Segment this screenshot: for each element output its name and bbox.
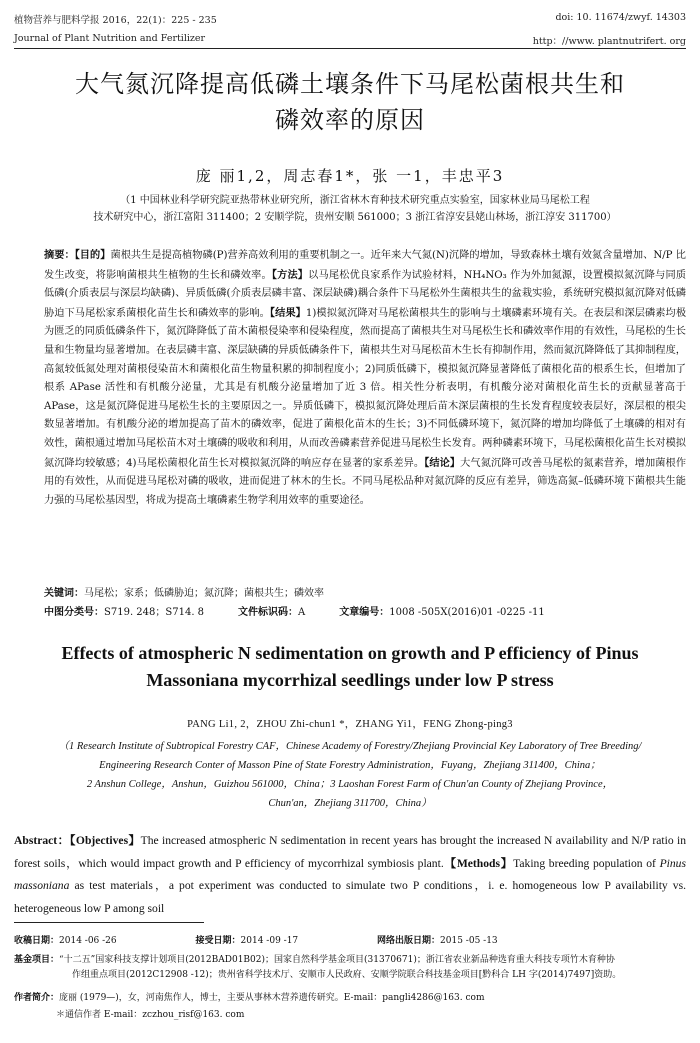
title-en-line-1: Effects of atmospheric N sedimentation on growth and P efficiency of Pinus (61, 643, 639, 663)
methods-tag-en: 【Methods】 (443, 856, 514, 870)
keywords-value: 马尾松；家系；低磷胁迫；氮沉降；菌根共生；磷效率 (84, 588, 324, 599)
objective-tag: 【目的】 (74, 249, 111, 261)
objective-text: 菌根共生是提高植物磷(P)营养高效利用的重要机制之一。近年来大气氮(N)沉降的增加，导致森林土壤有效氮含量增加、N/P 比发生改变，将影响菌根共生植物的生长和磷效率。 (44, 250, 686, 281)
fund-footnote (14, 953, 686, 983)
article-number-label: 文章编号： (339, 607, 390, 618)
journal-name-en: Journal of Plant Nutrition and Fertilizer (14, 33, 206, 44)
affiliations-en (14, 737, 686, 813)
clc-label: 中图分类号： (44, 607, 104, 618)
abstract-zh (44, 246, 686, 510)
abstract-en-label: Abstract： (14, 834, 70, 847)
author-label: 作者简介： (14, 993, 60, 1003)
received-label: 收稿日期： (14, 936, 60, 946)
authors-en: PANG Li1, 2，ZHOU Zhi-chun1 *，ZHANG Yi1，FENG Zhong-ping3 (187, 719, 513, 730)
fund-line-1: “十二五”国家科技支撑计划项目(2012BAD01B02)；国家自然科学基金项目(31370671)；浙江省农业新品种选育重大科技专项竹木育种协 (59, 955, 615, 965)
authors-zh: 庞 丽1,2，周志春1*，张 一1，丰忠平3 (195, 167, 505, 185)
affiliation-en-line: Chun'an，Zhejiang 311700，China） (268, 798, 432, 809)
conclusion-tag: 【结论】 (424, 456, 461, 469)
objectives-text-en: The increased atmospheric N sedimentation in recent years has brought the increased N availability and N/P ratio in forest soils，which would impact growth and P efficiency of mycorrhizal symbiosis plant. (14, 834, 686, 870)
title-zh-line-2: 磷效率的原因 (275, 106, 425, 134)
methods-text: 以马尾松优良家系作为试验材料，NH₄NO₃ 作为外加氮源，设置模拟氮沉降与同质低磷(介质表层与深层均缺磷)、异质低磷(介质表层磷丰富、深层缺磷)耦合条件下马尾松外生菌根共生的盆栽实验，系统研究模拟氮沉降对低磷胁迫下马尾松家系菌根化苗生长和磷效率的影响。 (44, 269, 687, 319)
online-label: 网络出版日期： (377, 936, 441, 946)
affiliation-zh-line: 技术研究中心，浙江富阳 311400；2 安顺学院，贵州安顺 561000；3 浙江省淳安县姥山林场，浙江淳安 311700） (93, 212, 617, 223)
keywords-label: 关键词： (44, 588, 84, 599)
results-tag: 【结果】 (269, 306, 306, 319)
title-en (20, 640, 680, 694)
fund-line-2: 作组重点项目(2012C12908 -12)；贵州省科学技术厅、安顺市人民政府、安顺学院联合科技基金项目[黔科合 LH 字(2014)7497]资助。 (72, 970, 622, 980)
online-date: 2015 -05 -13 (440, 936, 498, 946)
abstract-en (14, 830, 686, 920)
footnote-divider (14, 922, 204, 923)
doi[interactable]: doi: 10. 11674/zwyf. 14303 (555, 12, 686, 23)
doc-code-label: 文件标识码： (238, 607, 299, 618)
abstract-zh-label: 摘要： (44, 249, 75, 261)
doc-code-value: A (298, 607, 306, 618)
accepted-date: 2014 -09 -17 (240, 936, 299, 946)
running-header-top (14, 12, 686, 26)
running-header-bottom (14, 33, 686, 47)
corresponding-author: ＊通信作者 E-mail：zczhou_risf@163. com (56, 1010, 245, 1020)
article-number-value: 1008 -505X(2016)01 -0225 -11 (389, 607, 545, 618)
title-en-line-2: Massoniana mycorrhizal seedlings under low P stress (146, 670, 554, 690)
methods-tag: 【方法】 (271, 268, 309, 281)
clc-value: S719. 248；S714. 8 (104, 607, 205, 618)
affiliation-zh-line: （1 中国林业科学研究院亚热带林业研究所，浙江省林木育种技术研究重点实验室，国家林业局马尾松工程 (120, 195, 590, 206)
objectives-tag-en: 【Objectives】 (69, 834, 141, 847)
author-footnote (14, 991, 686, 1006)
keywords-zh (44, 584, 686, 599)
affiliation-en-line: 2 Anshun College，Anshun，Guizhou 561000，China；3 Laoshan Forest Farm of Chun'an County of Zhejiang Province， (86, 779, 614, 790)
species-name: Pinus massoniana (14, 856, 686, 893)
journal-citation-zh: 植物营养与肥料学报 2016，22(1)：225 - 235 (14, 15, 217, 26)
author-bio: 庞丽 (1979—)，女，河南焦作人，博士，主要从事林木营养遗传研究。E-mail：pangli4286@163. com (59, 993, 485, 1003)
accepted-label: 接受日期： (195, 936, 241, 946)
methods-text-en-2: as test materials，a pot experiment was conducted to simulate two P conditions，i. e. homogeneous low P availability vs. heterogeneous low P among soil (14, 879, 686, 915)
title-zh-line-1: 大气氮沉降提高低磷土壤条件下马尾松菌根共生和 (75, 70, 625, 98)
header-divider (14, 48, 686, 49)
journal-url[interactable]: http：//www. plantnutrifert. org (532, 36, 686, 47)
results-text: 1)模拟氮沉降对马尾松菌根共生的影响与土壤磷素环境有关。在表层和深层磷素均极为匮乏的同质低磷条件下，氮沉降降低了苗木菌根侵染率和侵染程度，然而提高了菌根共生对马尾松生长和磷效率作用的有效性，马尾松的生长量和生物量均显著增加。在表层磷丰富、深层缺磷的异质低磷条件下，菌根共生对马尾松苗木生长有抑制作用，然而氮沉降降低了其抑制程度，高氮较低氮处理对菌根侵染苗木和菌根化苗生物量积累的抑制程度小；2)同质低磷下，模拟氮沉降显著降低了菌根化苗的根系生长，但增加了根系 APase 活性和有机酸分泌量，尤其是有机酸分泌量增加了近 3 倍。相关性分析表明，有机酸分泌对菌根化苗生长的贡献显著高于 APase，这是氮沉降促进马尾松生长的主要原因之一。异质低磷下，模拟氮沉降处理后苗木深层菌根的生长发育程度较表层好，深层根的根尖数显著增加。有机酸分泌的增加提高了苗木的磷效率，促进了菌根化苗木的生长；3)不同低磷环境下，氮沉降的增加均降低了土壤磷的相对有效性，菌根通过增加马尾松苗木对土壤磷的吸收和利用，从而改善磷素营养促进马尾松生长发育。两种磷素环境下，马尾松菌根化苗生长对模拟氮沉降均较敏感；4)马尾松菌根化苗生长对模拟氮沉降的响应存在显著的家系差异。 (44, 307, 687, 469)
fund-label: 基金项目： (14, 955, 60, 965)
affiliations-zh (40, 192, 670, 226)
received-date: 2014 -06 -26 (59, 936, 117, 946)
conclusion-text: 大气氮沉降可改善马尾松的氮素营养，增加菌根作用的有效性，从而促进马尾松对磷的吸收，进而促进了林木的生长。不同马尾松品种对氮沉降的反应有差异，筛选高氮–低磷环境下菌根共生能力强的马尾松基因型，将成为提高土壤磷素生物学利用效率的重要途径。 (44, 457, 687, 506)
methods-text-en-1: Taking breeding population of (513, 856, 660, 870)
affiliation-en-line: Engineering Research Conter of Masson Pine of State Forestry Administration，Fuyang，Zhejiang 311400，China； (99, 760, 601, 771)
classification-row (44, 603, 686, 618)
title-zh (10, 66, 690, 138)
dates-footnote (14, 934, 686, 949)
affiliation-en-line: （1 Research Institute of Subtropical Forestry CAF，Chinese Academy of Forestry/Zhejiang Provincial Key Laboratory of Tree Breeding/ (58, 741, 642, 752)
